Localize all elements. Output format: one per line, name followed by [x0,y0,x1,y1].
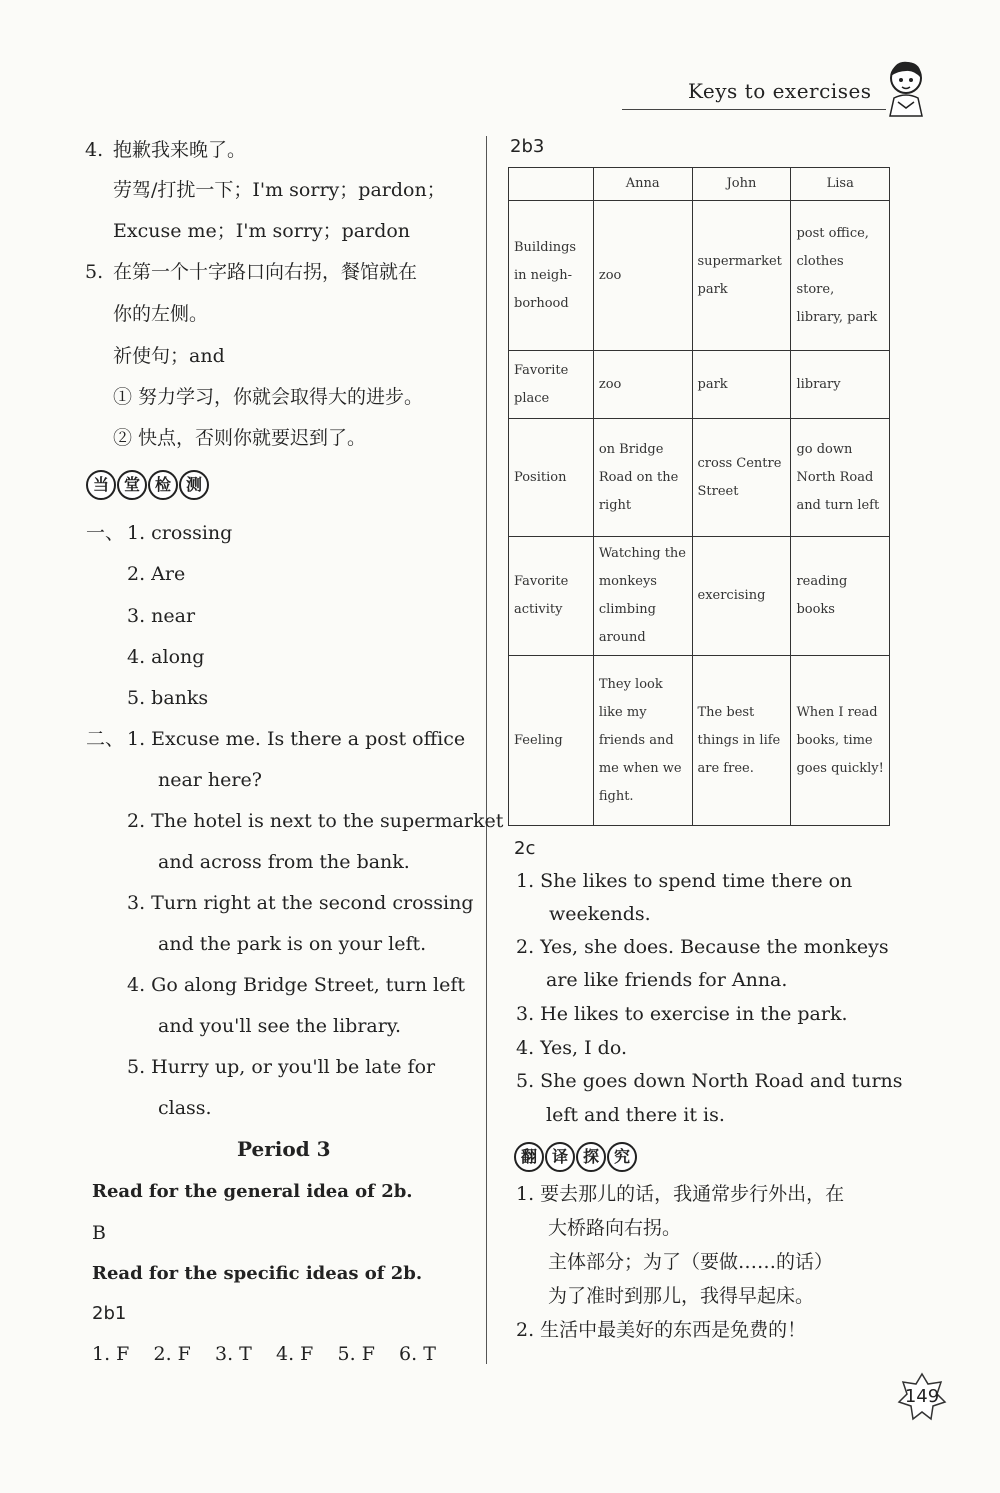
part-2-item-3: 3. Turn right at the second crossing [127,892,474,914]
table-row-label: Position [509,419,594,537]
table-header-cell: John [692,168,791,201]
table-row [509,351,890,419]
exercise-2b3-label: 2b3 [510,136,545,157]
part-2-item-5: 5. Hurry up, or you'll be late for [127,1056,436,1078]
part-2-label: 二、 [86,728,125,750]
answer-2c-4: 4. Yes, I do. [516,1037,627,1059]
part-1-item: 5. banks [127,687,209,709]
table-cell: go down North Road and turn left [791,419,890,537]
page-header-title: Keys to exercises [688,79,872,103]
table-cell: zoo [593,201,692,351]
part-2-item-1: 1. Excuse me. Is there a post office [127,728,466,750]
answer-2c-1: 1. She likes to spend time there on [516,870,853,892]
part-2-item-4-cont: and you'll see the library. [158,1015,402,1037]
table-cell: supermarket park [692,201,791,351]
table-cell: cross Centre Street [692,419,791,537]
page-number: 149 [904,1386,940,1407]
period-heading: Period 3 [237,1137,331,1161]
table-cell: They look like my friends and me when we fight. [593,656,692,826]
answer-2c-3: 3. He likes to exercise in the park. [516,1003,848,1025]
section-heading-char: 译 [545,1142,575,1172]
exercise-2b1-answers: 1. F 2. F 3. T 4. F 5. F 6. T [92,1343,436,1365]
answer-2c-2: 2. Yes, she does. Because the monkeys [516,936,889,958]
translation-1-note: 主体部分；为了（要做……的话） [548,1251,834,1273]
table-cell: post office, clothes store, library, park [791,201,890,351]
section-heading-translation [514,1142,637,1172]
section-heading-char: 探 [576,1142,606,1172]
table-row-label: Favorite activity [509,537,594,656]
answer-table-2b3 [508,167,890,826]
part-1-item: 4. along [127,646,205,668]
item-5-line-1: 在第一个十字路口向右拐，餐馆就在 [113,261,418,283]
table-cell: When I read books, time goes quickly! [791,656,890,826]
answer-2c-2-cont: are like friends for Anna. [546,969,788,991]
translation-1-example: 为了准时到那儿，我得早起床。 [548,1285,815,1307]
item-5-number: 5. [85,261,104,283]
translation-1: 1. 要去那儿的话，我通常步行外出，在 [516,1183,845,1205]
column-divider [486,136,487,1364]
table-row-label: Favorite place [509,351,594,419]
header-rule [622,109,886,110]
general-idea-answer: B [92,1222,106,1244]
item-5-line-5: ② 快点，否则你就要迟到了。 [113,427,367,449]
exercise-2c-label: 2c [514,838,536,859]
answer-2c-5-cont: left and there it is. [546,1104,725,1126]
cartoon-girl-icon [884,58,930,120]
general-idea-heading: Read for the general idea of 2b. [92,1181,413,1202]
table-row [509,419,890,537]
item-4-number: 4. [85,139,104,161]
answer-2c-5: 5. She goes down North Road and turns [516,1070,903,1092]
table-header-cell [509,168,594,201]
table-cell: Watching the monkeys climbing around [593,537,692,656]
item-5-line-4: ① 努力学习，你就会取得大的进步。 [113,386,424,408]
table-row-label: Feeling [509,656,594,826]
part-2-item-5-cont: class. [158,1097,212,1119]
translation-2: 2. 生活中最美好的东西是免费的！ [516,1319,807,1341]
table-row-label: Buildings in neigh-borhood [509,201,594,351]
part-2-item-4: 4. Go along Bridge Street, turn left [127,974,465,996]
part-2-item-2-cont: and across from the bank. [158,851,410,873]
item-5-line-2: 你的左侧。 [113,303,209,325]
part-2-item-1-cont: near here? [158,769,262,791]
section-heading-char: 堂 [117,470,147,500]
section-heading-char: 检 [148,470,178,500]
table-header-cell: Lisa [791,168,890,201]
translation-1-cont: 大桥路向右拐。 [548,1217,682,1239]
part-1-item: 3. near [127,605,196,627]
table-cell: on Bridge Road on the right [593,419,692,537]
table-cell: exercising [692,537,791,656]
table-cell: The best things in life are free. [692,656,791,826]
exercise-2b1-label: 2b1 [92,1303,127,1324]
item-4-line-2: 劳驾/打扰一下；I'm sorry；pardon； [113,179,446,201]
table-cell: park [692,351,791,419]
section-heading-char: 当 [86,470,116,500]
table-row [509,537,890,656]
section-heading-in-class-test [86,470,209,500]
part-1-item: 1. crossing [127,522,233,544]
section-heading-char: 测 [179,470,209,500]
table-cell: zoo [593,351,692,419]
part-1-label: 一、 [86,522,125,544]
part-2-item-3-cont: and the park is on your left. [158,933,427,955]
table-header-cell: Anna [593,168,692,201]
table-cell: library [791,351,890,419]
table-row [509,656,890,826]
item-4-line-3: Excuse me；I'm sorry；pardon [113,220,411,242]
table-row [509,201,890,351]
table-header-row [509,168,890,201]
answer-2c-1-cont: weekends. [549,903,651,925]
table-cell: reading books [791,537,890,656]
part-2-item-2: 2. The hotel is next to the supermarket [127,810,504,832]
part-1-item: 2. Are [127,563,186,585]
item-5-line-3: 祈使句；and [113,345,225,367]
section-heading-char: 究 [607,1142,637,1172]
item-4-line-1: 抱歉我来晚了。 [113,139,247,161]
specific-ideas-heading: Read for the specific ideas of 2b. [92,1263,423,1284]
section-heading-char: 翻 [514,1142,544,1172]
